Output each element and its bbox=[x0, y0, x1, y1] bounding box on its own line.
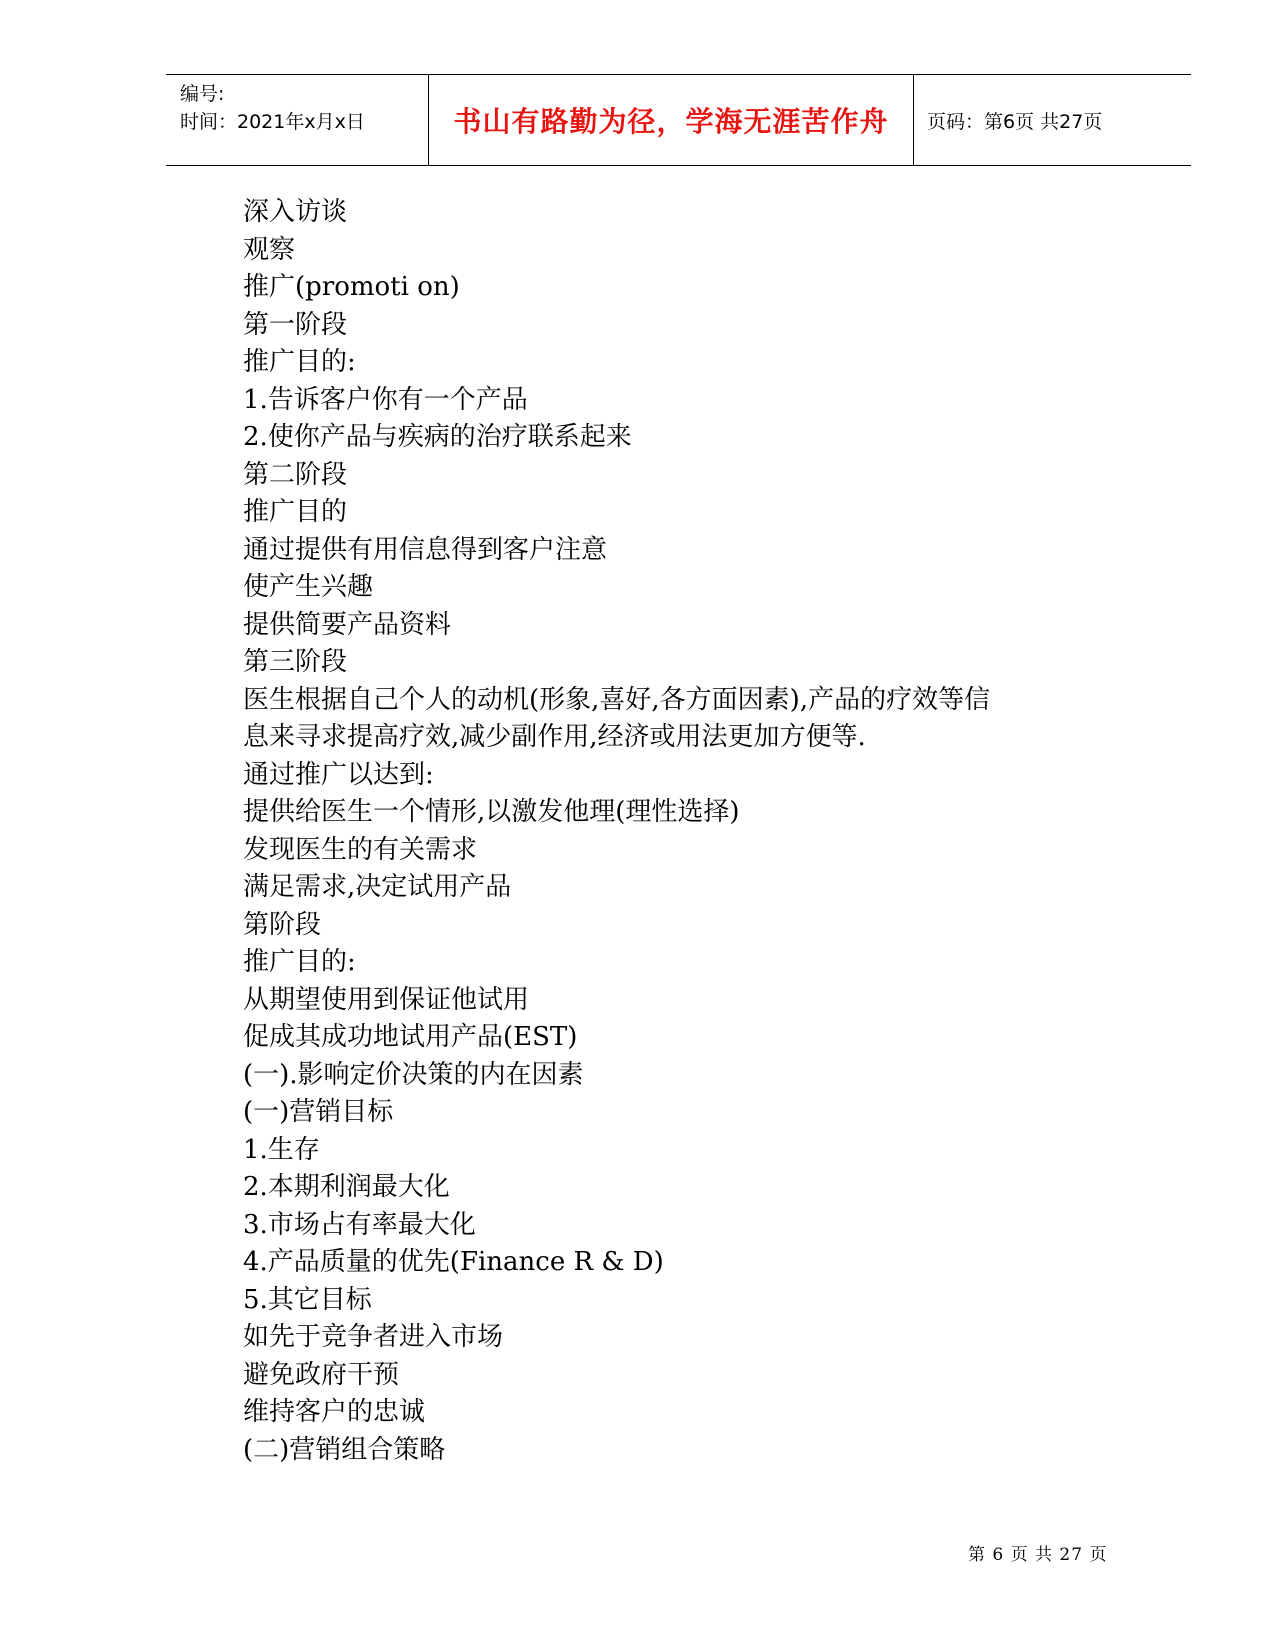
body-line: 使产生兴趣 bbox=[243, 572, 374, 602]
body-line: 第阶段 bbox=[243, 909, 322, 940]
body-line: 2.本期利润最大化 bbox=[243, 1172, 450, 1202]
body-line: 满足需求,决定试用产品 bbox=[243, 872, 512, 902]
body-line: 5.其它目标 bbox=[243, 1284, 372, 1315]
body-line: 第二阶段 bbox=[243, 459, 348, 490]
body-line: 深入访谈 bbox=[243, 197, 348, 227]
body-line: 推广目的 bbox=[243, 497, 348, 527]
body-line: 观察 bbox=[243, 234, 296, 265]
body-line: 避免政府干预 bbox=[243, 1359, 400, 1390]
body-line: 第三阶段 bbox=[243, 647, 348, 677]
body-line: 提供简要产品资料 bbox=[243, 609, 452, 640]
header-date: 时间：2021年x月x日 bbox=[180, 111, 365, 133]
body-line: 促成其成功地试用产品(EST) bbox=[243, 1022, 578, 1052]
body-line: (一).影响定价决策的内在因素 bbox=[243, 1059, 584, 1090]
body-line: 1.生存 bbox=[243, 1134, 320, 1165]
body-line: 4.产品质量的优先(Finance R & D) bbox=[243, 1247, 664, 1277]
body-line: 推广目的: bbox=[243, 347, 356, 377]
body-line: 通过推广以达到: bbox=[243, 759, 434, 790]
body-line: 医生根据自己个人的动机(形象,喜好,各方面因素),产品的疗效等信 bbox=[243, 684, 991, 715]
body-line: 如先于竞争者进入市场 bbox=[243, 1322, 504, 1352]
body-line: 发现医生的有关需求 bbox=[243, 834, 478, 865]
body-line: 从期望使用到保证他试用 bbox=[243, 984, 530, 1015]
body-line: 第一阶段 bbox=[243, 309, 348, 340]
header-number-label: 编号: bbox=[180, 83, 225, 105]
page-header bbox=[166, 74, 1191, 166]
header-meta-cell bbox=[166, 75, 429, 165]
header-motto: 书山有路勤为径，学海无涯苦作舟 bbox=[429, 75, 914, 165]
body-line: 息来寻求提高疗效,减少副作用,经济或用法更加方便等. bbox=[243, 722, 866, 752]
document-body bbox=[243, 194, 1143, 1469]
body-line: (二)营销组合策略 bbox=[243, 1434, 446, 1465]
body-line: 维持客户的忠诚 bbox=[243, 1397, 426, 1427]
header-page-info: 页码：第6页 共27页 bbox=[927, 110, 1103, 133]
body-line: 3.市场占有率最大化 bbox=[243, 1209, 476, 1240]
body-line: 推广(promoti on) bbox=[243, 272, 460, 302]
body-line: 提供给医生一个情形,以激发他理(理性选择) bbox=[243, 797, 740, 827]
body-line: 推广目的: bbox=[243, 947, 356, 977]
body-line: 2.使你产品与疾病的治疗联系起来 bbox=[243, 422, 632, 452]
body-line: 1.告诉客户你有一个产品 bbox=[243, 384, 528, 415]
page-footer: 第 6 页 共 27 页 bbox=[968, 1545, 1108, 1565]
body-line: (一)营销目标 bbox=[243, 1097, 394, 1127]
body-line: 通过提供有用信息得到客户注意 bbox=[243, 534, 608, 565]
